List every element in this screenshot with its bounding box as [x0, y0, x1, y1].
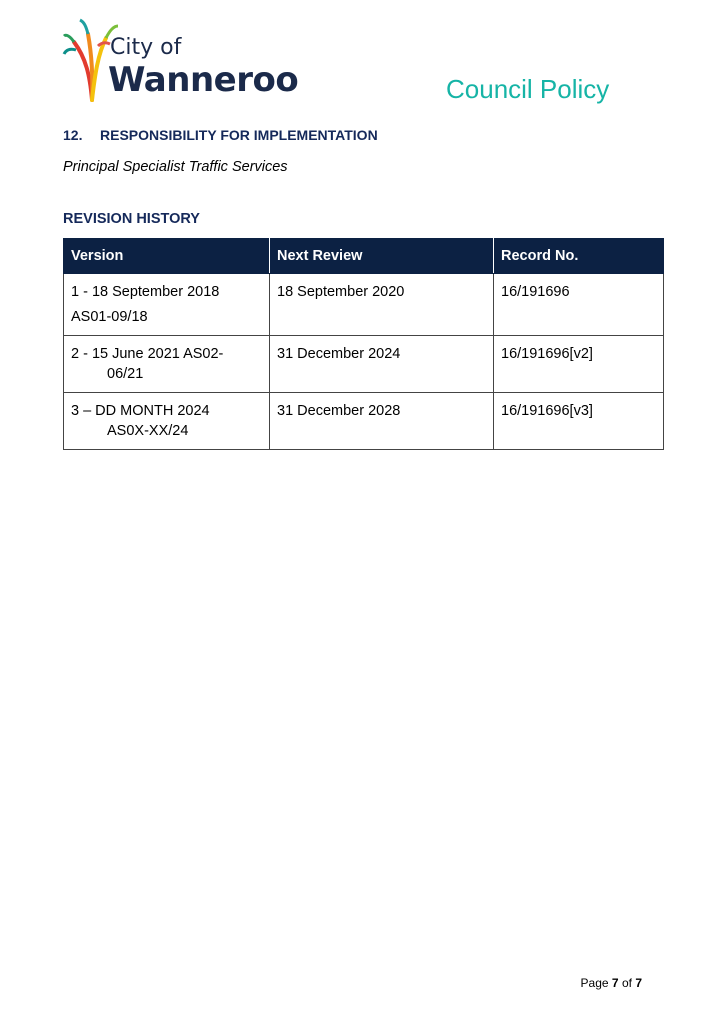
section-title: RESPONSIBILITY FOR IMPLEMENTATION [100, 127, 378, 143]
page-current: 7 [611, 976, 619, 990]
version-cell [64, 393, 270, 450]
version-code: 06/21 [107, 366, 144, 382]
section-number: 12. [63, 127, 83, 143]
next-review-cell: 31 December 2024 [270, 336, 494, 393]
table-row [64, 274, 664, 336]
page-total: 7 [635, 976, 642, 990]
document-type-title: Council Policy [446, 74, 610, 104]
record-cell: 16/191696 [494, 274, 664, 336]
table-row [64, 336, 664, 393]
table-row [64, 393, 664, 450]
record-cell: 16/191696[v2] [494, 336, 664, 393]
table-header-row [64, 239, 664, 274]
revision-history-table [63, 238, 664, 450]
next-review-cell: 18 September 2020 [270, 274, 494, 336]
page-footer [581, 976, 642, 990]
page-of-label: of [621, 976, 632, 990]
column-header-record-no: Record No. [494, 239, 664, 274]
version-line: 2 - 15 June 2021 AS02- [71, 346, 224, 362]
version-cell [64, 274, 270, 336]
revision-history-heading: REVISION HISTORY [63, 211, 200, 227]
version-line: 3 – DD MONTH 2024 [71, 403, 210, 419]
column-header-next-review: Next Review [270, 239, 494, 274]
version-code: AS0X-XX/24 [107, 423, 189, 439]
version-cell [64, 336, 270, 393]
city-logo [62, 16, 299, 106]
logo-text-wanneroo: Wanneroo [108, 60, 299, 100]
next-review-cell: 31 December 2028 [270, 393, 494, 450]
column-header-version: Version [64, 239, 270, 274]
version-code: AS01-09/18 [71, 309, 148, 325]
page-label: Page [580, 976, 609, 990]
version-line: 1 - 18 September 2018 [71, 284, 220, 300]
record-cell: 16/191696[v3] [494, 393, 664, 450]
responsible-officer: Principal Specialist Traffic Services [63, 159, 288, 175]
logo-text-city-of: City of [110, 35, 182, 60]
section-heading [63, 127, 378, 143]
